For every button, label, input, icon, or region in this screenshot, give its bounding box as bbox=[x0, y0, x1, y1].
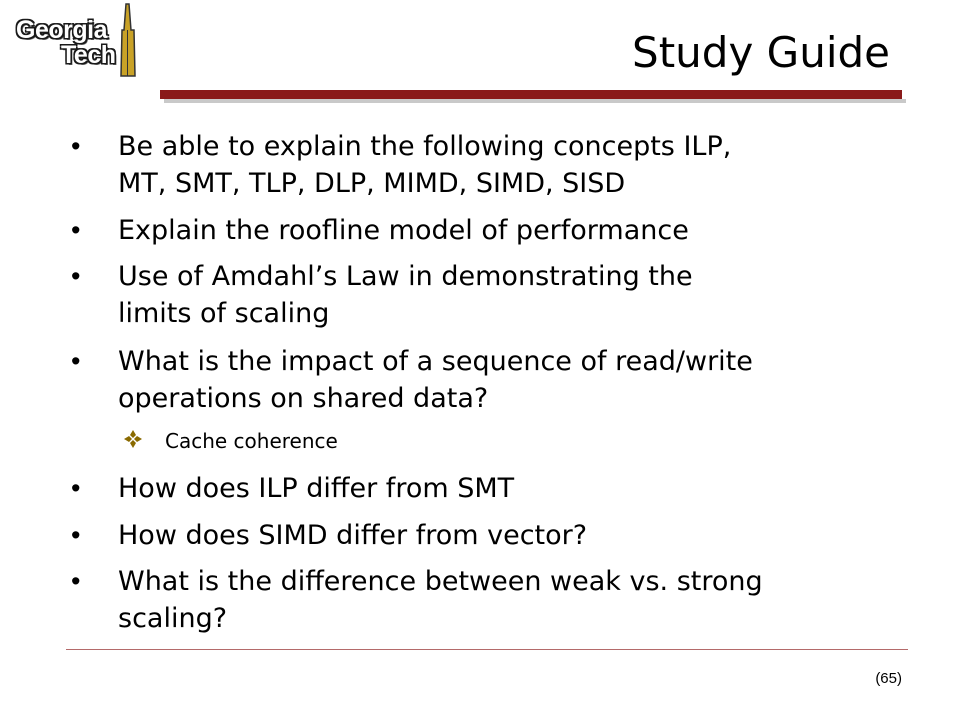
page-number: (65) bbox=[875, 670, 902, 687]
bullet-text: scaling? bbox=[118, 603, 228, 634]
logo-text-tech: Tech bbox=[61, 41, 116, 69]
bullet-text: MT, SMT, TLP, DLP, MIMD, SIMD, SISD bbox=[118, 168, 626, 199]
logo-text-georgia: Georgia bbox=[16, 16, 107, 44]
title-underline bbox=[160, 90, 902, 99]
bullet-text: Be able to explain the following concepts ILP, bbox=[118, 131, 732, 162]
bullet-dot: • bbox=[71, 131, 81, 161]
bullet-text: What is the difference between weak vs. strong bbox=[118, 566, 763, 597]
bullet-dot: • bbox=[71, 346, 81, 376]
bullet-dot: • bbox=[71, 566, 81, 596]
georgia-tech-logo bbox=[10, 0, 150, 82]
bullet-dot: • bbox=[71, 215, 81, 245]
bullet-text: How does SIMD differ from vector? bbox=[118, 520, 588, 551]
bullet-text: Explain the roofline model of performance bbox=[118, 215, 689, 246]
diamond-bullet-icon bbox=[120, 426, 146, 452]
bullet-text: How does ILP differ from SMT bbox=[118, 473, 515, 504]
footer-divider bbox=[66, 649, 908, 650]
slide-title: Study Guide bbox=[632, 28, 890, 77]
bullet-text: operations on shared data? bbox=[118, 383, 489, 414]
bullet-dot: • bbox=[71, 520, 81, 550]
bullet-text: limits of scaling bbox=[118, 298, 330, 329]
title-underline-shadow bbox=[164, 99, 906, 103]
sub-bullet-text: Cache coherence bbox=[165, 429, 338, 453]
bullet-dot: • bbox=[71, 473, 81, 503]
bullet-dot: • bbox=[71, 261, 81, 291]
bullet-text: What is the impact of a sequence of read/write bbox=[118, 346, 753, 377]
bullet-text: Use of Amdahl’s Law in demonstrating the bbox=[118, 261, 693, 292]
